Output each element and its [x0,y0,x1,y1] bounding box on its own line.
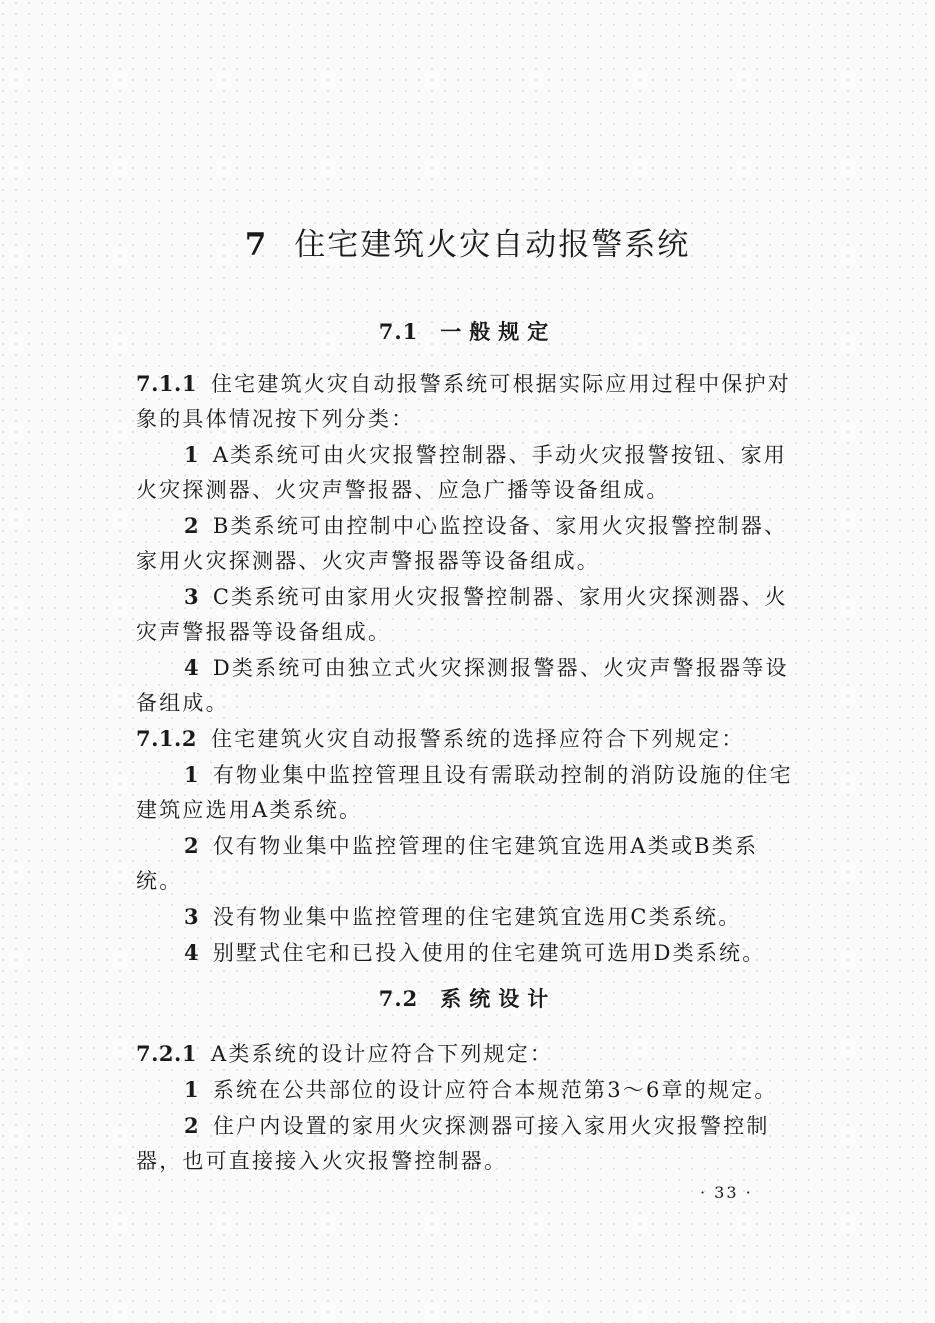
item-text: 系统在公共部位的设计应符合本规范第3～6章的规定。 [212,1078,778,1102]
section-body-7-1 [136,366,796,971]
chapter-number: 7 [244,227,269,263]
list-item [136,508,796,579]
list-item [136,935,796,971]
list-item [136,899,796,935]
list-item [136,828,796,899]
section-title-7-1 [0,315,935,349]
item-text: C类系统可由家用火灾报警控制器、家用火灾探测器、火灾声警报器等设备组成。 [136,585,788,644]
item-text: D类系统可由独立式火灾探测报警器、火灾声警报器等设备组成。 [136,656,789,715]
item-text: B类系统可由控制中心监控设备、家用火灾报警控制器、家用火灾探测器、火灾声警报器等设备组成。 [136,514,788,573]
list-item [136,437,796,508]
clause-7-1-2 [136,721,796,757]
section-title-text: 一般规定 [440,319,557,344]
clause-7-1-1 [136,366,796,437]
item-number: 3 [184,584,201,609]
clause-text: 住宅建筑火灾自动报警系统的选择应符合下列规定： [210,727,745,751]
item-number: 2 [184,513,201,538]
list-item [136,1072,796,1108]
item-number: 3 [184,904,201,929]
section-number: 7.1 [378,319,419,344]
item-number: 4 [184,655,201,680]
section-body-7-2 [136,1036,796,1179]
item-number: 1 [184,762,201,787]
item-text: 别墅式住宅和已投入使用的住宅建筑可选用D类系统。 [212,941,766,965]
section-title-7-2 [0,982,935,1016]
clause-number: 7.1.1 [136,371,197,396]
list-item [136,579,796,650]
item-number: 2 [184,833,201,858]
item-text: 住户内设置的家用火灾探测器可接入家用火灾报警控制器，也可直接接入火灾报警控制器。 [136,1114,770,1173]
item-text: A类系统可由火灾报警控制器、手动火灾报警按钮、家用火灾探测器、火灾声警报器、应急广播等设备组成。 [136,443,787,502]
item-number: 4 [184,940,201,965]
item-text: 没有物业集中监控管理的住宅建筑宜选用C类系统。 [212,905,742,929]
list-item [136,757,796,828]
item-text: 有物业集中监控管理且设有需联动控制的消防设施的住宅建筑应选用A类系统。 [136,763,793,822]
section-number: 7.2 [378,986,419,1011]
item-text: 仅有物业集中监控管理的住宅建筑宜选用A类或B类系统。 [136,834,759,893]
clause-number: 7.2.1 [136,1041,197,1066]
list-item [136,650,796,721]
chapter-title-text: 住宅建筑火灾自动报警系统 [294,227,691,263]
section-title-text: 系统设计 [440,986,557,1011]
clause-7-2-1 [136,1036,796,1072]
clause-text: 住宅建筑火灾自动报警系统可根据实际应用过程中保护对象的具体情况按下列分类： [136,372,791,431]
clause-text: A类系统的设计应符合下列规定： [210,1042,554,1066]
clause-number: 7.1.2 [136,726,197,751]
list-item [136,1108,796,1179]
item-number: 1 [184,442,201,467]
chapter-title [0,222,935,268]
item-number: 2 [184,1113,201,1138]
page-number: · 33 · [700,1183,753,1202]
item-number: 1 [184,1077,201,1102]
